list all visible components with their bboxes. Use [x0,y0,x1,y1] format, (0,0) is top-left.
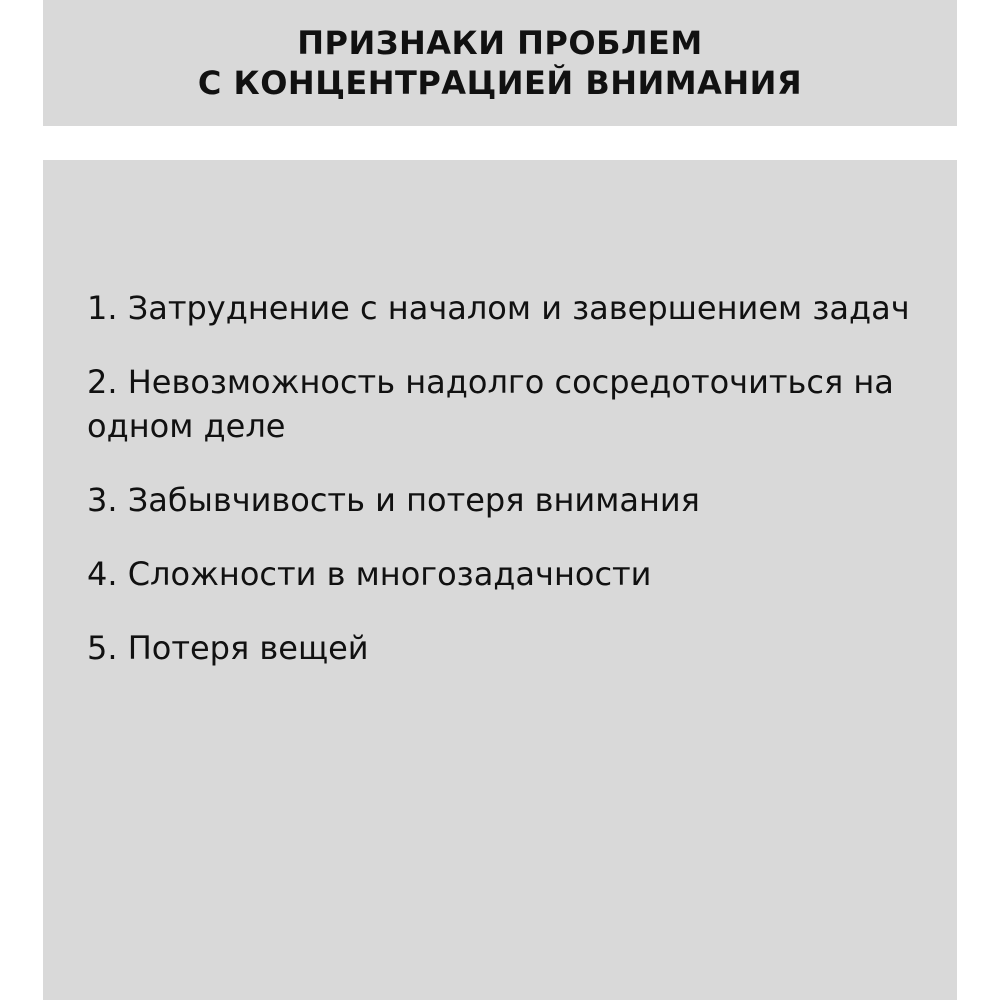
title-line-2: С КОНЦЕНТРАЦИЕЙ ВНИМАНИЯ [197,64,803,102]
list-item-5: 5. Потеря вещей [87,629,369,667]
list-item-4: 4. Сложности в многозадачности [87,555,652,593]
content-panel [43,160,957,1000]
list-item-2: 2. Невозможность надолго сосредоточиться на одном деле [87,363,894,445]
title-panel [43,0,957,126]
title-line-1: ПРИЗНАКИ ПРОБЛЕМ [297,24,703,62]
list-item-3: 3. Забывчивость и потеря внимания [87,481,700,519]
list-item-1: 1. Затруднение с началом и завершением задач [87,289,910,327]
signs-list [87,286,917,700]
page-title [198,23,802,103]
